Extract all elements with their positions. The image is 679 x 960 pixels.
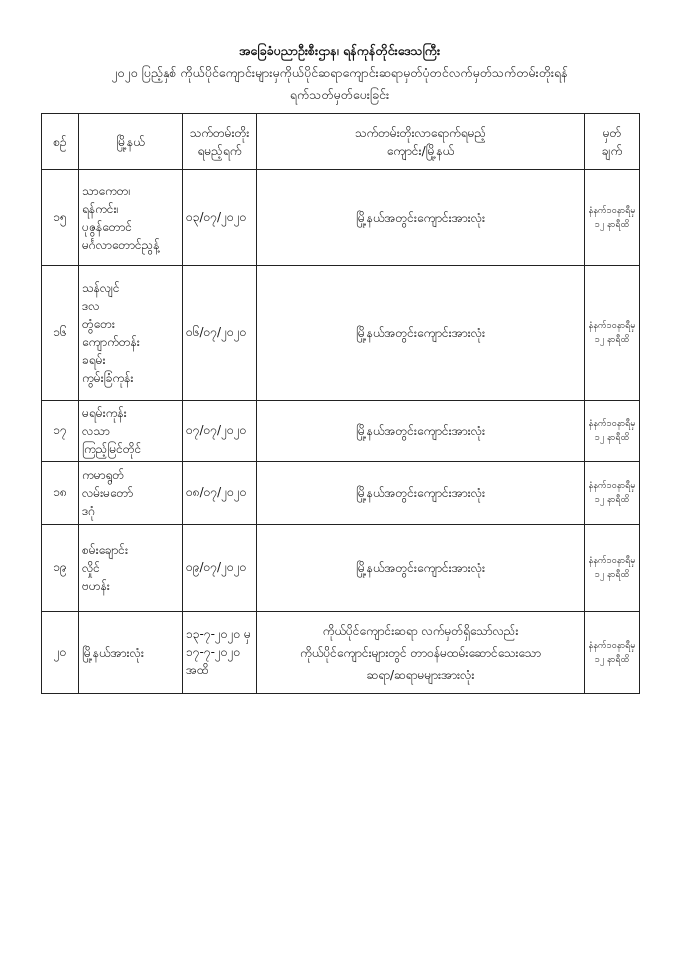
township-name: မရမ်းကုန်း bbox=[82, 406, 127, 420]
row-school bbox=[257, 266, 585, 401]
school-text: မြို့နယ်အတွင်းကျောင်းအားလုံး bbox=[355, 326, 486, 340]
school-text: ဆရာ/ဆရာမများအားလုံး bbox=[366, 667, 475, 682]
row-remark bbox=[585, 612, 640, 694]
table-row bbox=[42, 612, 640, 694]
row-townships bbox=[79, 401, 183, 462]
row-townships bbox=[79, 266, 183, 401]
row-date: ၀၉/၀၇/၂၀၂၀ bbox=[183, 525, 257, 612]
remark-text: ၁၂ နာရီထိ bbox=[594, 219, 630, 230]
township-name: ခရမ်း bbox=[82, 353, 106, 367]
row-number: ၁၆ bbox=[42, 266, 79, 401]
header-remark bbox=[585, 114, 640, 170]
header-township bbox=[79, 114, 183, 170]
township-name: သန်လျင် bbox=[82, 281, 120, 295]
header-remark-label-1: မှတ် bbox=[602, 125, 622, 140]
township-name: ကမာရွတ် bbox=[82, 468, 125, 482]
township-name: မြို့နယ်အားလုံး bbox=[82, 645, 144, 660]
remark-text: နံနက်၁၀နာရီမှ bbox=[588, 419, 636, 429]
row-townships bbox=[79, 612, 183, 694]
school-text: မြို့နယ်အတွင်းကျောင်းအားလုံး bbox=[355, 424, 486, 438]
row-number: ၂၀ bbox=[42, 612, 79, 694]
row-date: ၀၇/၀၇/၂၀၂၀ bbox=[183, 401, 257, 462]
header-township-label: မြို့နယ် bbox=[116, 134, 145, 149]
row-date: ၀၆/၀၇/၂၀၂၀ bbox=[183, 266, 257, 401]
header-subject-line-2: ရက်သတ်မှတ်ပေးခြင်း bbox=[289, 87, 390, 102]
table-header bbox=[42, 114, 640, 170]
row-remark bbox=[585, 170, 640, 266]
row-date: ၁၃-၇-၂၀၂၀ မှ ၁၇-၇-၂၀၂၀ အထိ bbox=[183, 612, 257, 694]
remark-text: နံနက်၁၀နာရီမှ bbox=[588, 640, 636, 651]
row-date: ၀၈/၀၇/၂၀၂၀ bbox=[183, 462, 257, 525]
school-text: မြို့နယ်အတွင်းကျောင်းအားလုံး bbox=[355, 210, 486, 225]
row-remark bbox=[585, 266, 640, 401]
row-school bbox=[257, 462, 585, 525]
row-remark bbox=[585, 462, 640, 525]
header-date-label-1: သက်တမ်းတိုး bbox=[189, 125, 250, 140]
row-townships bbox=[79, 462, 183, 525]
row-number: ၁၈ bbox=[42, 462, 79, 525]
remark-text: နံနက်၁၀နာရီမှ bbox=[588, 205, 636, 216]
header-subject-line: ၂၀၂၀ ပြည့်နှစ် ကိုယ်ပိုင်ကျောင်းများမှကိုယ်ပိုင်ဆရာကျောင်းဆရာမှတ်ပုံတင်လက်မှတ်သက်တမ်းတိုးရန် bbox=[111, 65, 568, 80]
school-text: မြို့နယ်အတွင်းကျောင်းအားလုံး bbox=[355, 561, 486, 575]
township-name: ကျောက်တန်း bbox=[82, 335, 140, 349]
township-name: ဒလ bbox=[82, 299, 100, 313]
row-school bbox=[257, 401, 585, 462]
township-name: သာကေတ၊ bbox=[82, 183, 131, 198]
row-remark bbox=[585, 401, 640, 462]
remark-text: ၁၂ နာရီထိ bbox=[594, 335, 630, 345]
row-number: ၁၅ bbox=[42, 170, 79, 266]
remark-text: ၁၂ နာရီထိ bbox=[594, 570, 630, 580]
row-school bbox=[257, 612, 585, 694]
school-text: ကိုယ်ပိုင်ကျောင်းများတွင် တာဝန်မထမ်းဆောင်သေးသော bbox=[299, 645, 541, 660]
header-no-label: စဥ် bbox=[53, 134, 67, 149]
row-townships bbox=[79, 525, 183, 612]
remark-text: ၁၂ နာရီထိ bbox=[594, 654, 630, 665]
township-name: လှိုင် bbox=[82, 561, 100, 575]
header-date-label-2: ရမည့်ရက် bbox=[197, 143, 242, 158]
school-text: မြို့နယ်အတွင်းကျောင်းအားလုံး bbox=[355, 486, 486, 500]
table-body bbox=[42, 170, 640, 694]
table-header-row bbox=[42, 114, 640, 170]
remark-text: ၁၂ နာရီထိ bbox=[594, 433, 630, 443]
renewal-schedule-table bbox=[41, 113, 640, 694]
township-name: ကြည့်မြင်တိုင် bbox=[82, 442, 142, 456]
remark-text: နံနက်၁၀နာရီမှ bbox=[588, 556, 636, 566]
school-text: ကိုယ်ပိုင်ကျောင်းဆရာ လက်မှတ်ရှိသော်လည်း bbox=[322, 623, 519, 638]
township-name: ဗဟန်း bbox=[82, 579, 110, 593]
remark-text: ၁၂ နာရီထိ bbox=[594, 495, 630, 505]
header-office-title: အခြေခံပညာဦးစီးဌာန၊ ရန်ကုန်တိုင်းဒေသကြီး bbox=[238, 43, 441, 58]
header-remark-label-2: ချက် bbox=[601, 143, 623, 158]
table-row bbox=[42, 462, 640, 525]
row-townships bbox=[79, 170, 183, 266]
remark-text: နံနက်၁၀နာရီမှ bbox=[588, 481, 636, 491]
table-row bbox=[42, 266, 640, 401]
header-no bbox=[42, 114, 79, 170]
township-name: တွံတေး bbox=[82, 317, 115, 331]
table-row bbox=[42, 401, 640, 462]
row-number: ၁၉ bbox=[42, 525, 79, 612]
row-school bbox=[257, 170, 585, 266]
township-name: လသာ bbox=[82, 424, 110, 438]
header-date bbox=[183, 114, 257, 170]
township-name: လမ်းမတော် bbox=[82, 486, 134, 500]
row-date: ၀၃/၀၇/၂၀၂၀ bbox=[183, 170, 257, 266]
remark-text: နံနက်၁၀နာရီမှ bbox=[588, 321, 636, 331]
table-row bbox=[42, 525, 640, 612]
township-name: မင်္ဂလာတောင်ညွန့် bbox=[82, 237, 160, 252]
township-name: ဒဂုံ bbox=[82, 504, 96, 518]
header-school-label-1: သက်တမ်းတိုးလာရောက်ရမည့် bbox=[354, 125, 487, 140]
table-row bbox=[42, 170, 640, 266]
township-name: ရန်ကင်း၊ bbox=[82, 201, 119, 216]
row-school bbox=[257, 525, 585, 612]
row-number: ၁၇ bbox=[42, 401, 79, 462]
row-remark bbox=[585, 525, 640, 612]
header-school bbox=[257, 114, 585, 170]
township-name: စမ်းချောင်း bbox=[82, 543, 128, 557]
document-header bbox=[0, 40, 679, 106]
header-school-label-2: ကျောင်း/မြို့နယ် bbox=[386, 143, 455, 158]
township-name: ပုဇွန်တောင် bbox=[82, 219, 132, 234]
township-name: ကွမ်းခြံကုန်း bbox=[82, 371, 134, 385]
